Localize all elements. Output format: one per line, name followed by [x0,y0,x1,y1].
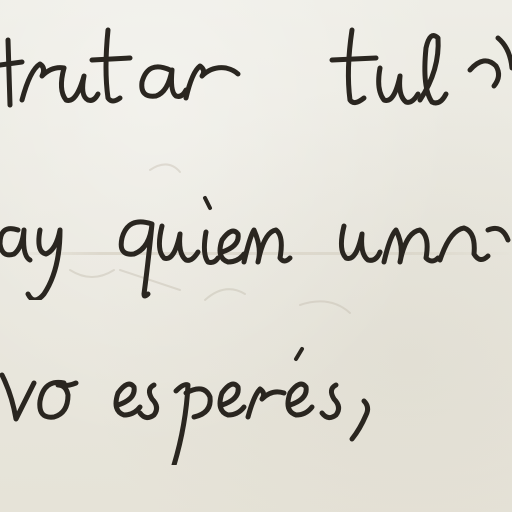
handwriting-line-2 [0,180,512,300]
line-2-script [0,180,512,300]
handwriting-line-1 [0,10,512,130]
line-3-script [0,345,512,465]
handwriting-line-3 [0,345,512,465]
line-1-script [0,10,512,130]
